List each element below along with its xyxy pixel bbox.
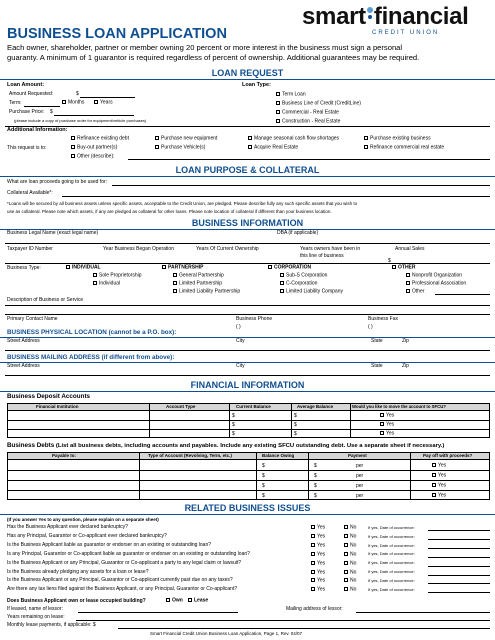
financial-heading: FINANCIAL INFORMATION [190,380,305,390]
dollar-sign: $ [232,422,235,428]
physical-state-label: State [371,338,383,344]
deposit-yes-2[interactable]: Yes [380,422,394,427]
checkbox-icon [188,598,192,602]
loan-type-term[interactable]: Term Loan [276,92,306,97]
checkbox-icon [380,431,384,435]
dollar-sign: $ [294,431,297,437]
type-professional-assoc[interactable]: Professional Association [406,281,466,286]
debt-yes-3[interactable]: Yes [432,483,446,488]
years-option[interactable]: Years [94,100,113,105]
monthly-lease-label: Monthly lease payments, if applicable: $ [7,622,96,628]
proceeds-field[interactable] [112,185,490,186]
collateral-footnote-1: *Loans will be secured by all business assets unless specific assets, acceptable to the Credit Union, are pledged. Please describe fully any such specific assets that you wish to [7,201,358,206]
dep-col-institution: Financial Institution [36,404,79,409]
amount-requested-field[interactable] [80,97,135,98]
checkbox-icon [432,463,436,467]
debt-col-payable: Payable to: [52,453,77,458]
checkbox-icon [71,136,75,140]
intro-line-2: guaranty. A minimum of 1 guarantor is required regardless of percent of ownership. Additional guarantees may be required. [7,53,420,62]
request-vehicles[interactable]: Purchase Vehicle(s) [155,145,205,150]
this-request-label: This request is to: [7,145,47,151]
dollar-sign: $ [388,258,391,264]
checkbox-icon [66,265,70,269]
loan-type-credit-line[interactable]: Business Line of Credit (CreditLine) [276,101,361,106]
checkbox-icon [380,422,384,426]
per-label: per [356,483,364,489]
mailing-city-label: City [236,363,245,369]
debt-col-payoff: Pay off with proceeds? [423,453,473,458]
checkbox-icon [248,145,252,149]
deposit-yes-1[interactable]: Yes [380,413,394,418]
issue-no-8[interactable]: No [344,587,356,592]
purchase-price-label: Purchase Price: [9,109,45,115]
months-option[interactable]: Months [62,100,84,105]
checkbox-icon [344,561,348,565]
business-info-heading: BUSINESS INFORMATION [191,218,304,228]
checkbox-icon [166,598,170,602]
issue-date-field-5[interactable] [428,566,490,567]
checkbox-icon [276,101,280,105]
purpose-heading: LOAN PURPOSE & COLLATERAL [175,165,320,175]
loan-amount-label: Loan Amount: [7,82,45,88]
issue-no-1[interactable]: No [344,525,356,530]
business-fax-label: Business Fax [368,316,399,322]
issue-no-3[interactable]: No [344,543,356,548]
issue-date-field-1[interactable] [428,530,490,531]
mailing-address-heading: BUSINESS MAILING ADDRESS (if different from above): [7,354,175,361]
issue-no-6[interactable]: No [344,570,356,575]
debt-yes-2[interactable]: Yes [432,473,446,478]
issue-no-5[interactable]: No [344,561,356,566]
business-type-label: Business Type: [7,265,41,271]
checkbox-icon [248,136,252,140]
checkbox-icon [280,273,284,277]
issue-question-3: Is the Business Applicant liable as guarantor or endorser on an existing or outstanding loan? [7,541,212,548]
type-llc[interactable]: Limited Liability Company [280,289,343,294]
physical-location-heading: BUSINESS PHYSICAL LOCATION (cannot be a P.O. box): [7,329,177,336]
per-label: per [356,473,364,479]
type-partnership[interactable]: PARTNERSHIP [162,265,203,270]
issue-no-7[interactable]: No [344,578,356,583]
checkbox-icon [280,289,284,293]
checkbox-icon [311,578,315,582]
dep-col-current-balance: Current Balance [236,404,271,409]
issue-yes-3[interactable]: Yes [311,543,325,548]
issue-no-2[interactable]: No [344,534,356,539]
type-c-corp[interactable]: C-Corporation [280,281,317,286]
checkbox-icon [173,273,177,277]
dollar-sign: $ [232,413,235,419]
checkbox-icon [406,289,410,293]
loan-type-label: Loan Type: [242,82,271,88]
type-llp[interactable]: Limited Liability Partnership [173,289,240,294]
dollar-sign: $ [50,109,53,115]
dollar-sign: $ [262,473,265,479]
debts-heading: Business Debts (List all business debts, including accounts and payables. Include any existing SFCU outstanding debt. Use a separate sheet if necessary.) [7,442,445,449]
checkbox-icon [432,483,436,487]
checkbox-icon [276,92,280,96]
type-other[interactable]: OTHER [392,265,416,270]
type-other-sub[interactable]: Other [406,289,425,294]
checkbox-icon [344,570,348,574]
loan-request-heading: LOAN REQUEST [211,68,284,78]
dollar-sign: $ [314,463,317,469]
issue-question-6: Is the Business already pledging any assets for a loan or lease? [7,568,149,575]
checkbox-icon [155,136,159,140]
dollar-sign: $ [262,483,265,489]
mailing-state-label: State [371,363,383,369]
years-in-business-label-2: this line of business [300,253,344,259]
issue-date-label-8: If yes, Date of occurrence: [368,587,415,592]
issue-question-1: Has the Business Applicant ever declared bankruptcy? [7,524,128,530]
annual-sales-label: Annual Sales [395,246,425,252]
checkbox-icon [406,273,410,277]
physical-city-label: City [236,338,245,344]
checkbox-icon [71,145,75,149]
issue-yes-4[interactable]: Yes [311,552,325,557]
checkbox-icon [406,281,410,285]
checkbox-icon [344,543,348,547]
issue-date-label-4: If yes, Date of occurrence: [368,551,415,557]
purchase-note: (please include a copy of purchase order for equipment/vehicle purchases) [14,118,147,123]
years-remaining-label: Years remaining on lease: [7,614,65,620]
checkbox-icon [344,552,348,556]
checkbox-icon [311,543,315,547]
issue-date-field-7[interactable] [428,583,490,584]
debt-col-payment: Payment [348,453,367,458]
issue-date-field-8[interactable] [428,592,490,593]
checkbox-icon [392,265,396,269]
issue-no-4[interactable]: No [344,552,356,557]
checkbox-icon [344,578,348,582]
dep-col-move: Would you like to move the account to SFCU? [352,404,446,409]
checkbox-icon [93,281,97,285]
issue-yes-6[interactable]: Yes [311,570,325,575]
proceeds-label: What are loan proceeds going to be used for: [7,179,108,185]
checkbox-icon [311,561,315,565]
debt-yes-4[interactable]: Yes [432,493,446,498]
years-owned-label: Years Of Current Ownership [196,246,259,252]
fax-area-code[interactable]: ( ) [368,324,373,330]
type-sole-proprietorship[interactable]: Sole Proprietorship [93,273,142,278]
issue-date-label-3: If yes, Date of occurrence: [368,542,415,548]
description-label: Description of Business or Service [7,297,84,303]
issue-question-7: Is the Business Applicant or any Principal, Guarantor or Co-applicant currently past due on any taxes? [7,577,233,584]
type-corporation[interactable]: CORPORATION [268,265,311,270]
deposit-yes-3[interactable]: Yes [380,431,394,436]
issue-date-field-3[interactable] [428,548,490,549]
mailing-street-label: Street Address [7,363,40,369]
issue-question-4: Is any Principal, Guarantor or Co-applicant liable as guarantor or endorser on an existing or outstanding loan? [7,550,250,557]
issue-date-label-6: If yes, Date of occurrence: [368,569,415,575]
occupied-question: Does Business Applicant own or lease occupied building? [7,598,146,604]
checkbox-icon [311,534,315,538]
request-real-estate[interactable]: Acquire Real Estate [248,145,298,150]
issue-yes-2[interactable]: Yes [311,534,325,539]
request-seasonal-cash[interactable]: Manage seasonal cash flow shortages [248,136,339,141]
checkbox-icon [155,145,159,149]
loan-type-construction[interactable]: Construction - Real Estate [276,119,340,124]
issue-date-field-6[interactable] [428,575,490,576]
checkbox-icon [311,552,315,556]
term-field[interactable] [24,106,60,107]
checkbox-icon [311,587,315,591]
request-other[interactable]: Other (describe): [71,154,115,159]
per-label: per [356,493,364,499]
issue-date-label-1: If yes, Date of occurrence: [368,524,415,530]
dollar-sign: $ [314,493,317,499]
intro-line-1: Each owner, shareholder, partner or member owning 20 percent or more interest in the business must sign a personal [7,43,403,52]
dollar-sign: $ [314,483,317,489]
business-phone-label: Business Phone [236,316,273,322]
checkbox-icon [432,493,436,497]
other-describe-field[interactable] [128,159,490,160]
lease-option[interactable]: Lease [188,598,208,603]
deposits-heading: Business Deposit Accounts [7,393,91,400]
checkbox-icon [71,154,75,158]
type-individual-sub[interactable]: Individual [93,281,120,286]
issue-question-8: Are there any tax liens filed against the Business Applicant, or any Principal, Guarantor or Co-applicant? [7,586,238,593]
checkbox-icon [162,265,166,269]
issue-date-label-5: If yes, Date of occurrence: [368,560,415,566]
lessor-name-field[interactable] [78,612,238,613]
checkbox-icon [276,119,280,123]
debt-yes-1[interactable]: Yes [432,463,446,468]
lessor-address-label: Mailing address of lessor: [286,606,343,612]
checkbox-icon [94,100,98,104]
lessor-name-label: If leased, name of lessor: [7,606,63,612]
type-individual[interactable]: INDIVIDUAL [66,265,101,270]
type-general-partnership[interactable]: General Partnership [173,273,224,278]
dollar-sign: $ [232,431,235,437]
type-sub-s[interactable]: Sub-S Corporation [280,273,327,278]
checkbox-icon [173,281,177,285]
additional-info-label: Additional Information: [7,127,68,133]
own-option[interactable]: Own [166,598,183,603]
years-in-business-label: Years owners have been in [300,246,361,252]
type-nonprofit[interactable]: Nonprofit Organization [406,273,462,278]
issue-yes-5[interactable]: Yes [311,561,325,566]
dollar-sign: $ [294,413,297,419]
term-label: Term: [9,100,22,106]
request-existing-business[interactable]: Purchase existing business [364,136,431,141]
mailing-zip-label: Zip [402,363,409,369]
per-label: per [356,463,364,469]
checkbox-icon [311,570,315,574]
checkbox-icon [311,525,315,529]
monthly-lease-field[interactable] [118,628,490,629]
collateral-label: Collateral Available*: [7,190,53,196]
amount-requested-label: Amount Requested: [9,91,54,97]
dollar-sign: $ [314,473,317,479]
dba-label: DBA (if applicable) [277,230,319,236]
issue-date-field-2[interactable] [428,539,490,540]
page-title: BUSINESS LOAN APPLICATION [7,26,227,42]
deposit-table [7,411,490,438]
dep-col-average-balance: Average Balance [297,404,334,409]
dep-col-account-type: Account Type [166,404,196,409]
request-buyout-partner[interactable]: Buy-out partner(s) [71,145,117,150]
request-refinance-debt[interactable]: Refinance existing debt [71,136,129,141]
lessor-address-field[interactable] [356,612,490,613]
other-type-field[interactable] [435,294,490,295]
type-limited-partnership[interactable]: Limited Partnership [173,281,222,286]
collateral-field[interactable] [62,196,490,197]
taxpayer-label: Taxpayer ID Number [7,246,53,252]
checkbox-icon [276,110,280,114]
checkbox-icon [280,281,284,285]
checkbox-icon [344,587,348,591]
loan-type-commercial[interactable]: Commercial - Real Estate [276,110,339,115]
primary-contact-label: Primary Contact Name [7,316,58,322]
checkbox-icon [344,525,348,529]
checkbox-icon [268,265,272,269]
checkbox-icon [364,145,368,149]
checkbox-icon [173,289,177,293]
dollar-sign: $ [262,463,265,469]
request-new-equipment[interactable]: Purchase new equipment [155,136,217,141]
request-refinance-commercial[interactable]: Refinance commercial real estate [364,145,444,150]
year-began-label: Year Business Began Operation [103,246,174,252]
dollar-sign: $ [76,91,79,97]
purchase-price-field[interactable] [54,115,134,116]
logo-subtitle: CREDIT UNION [372,30,440,36]
dollar-sign: $ [262,493,265,499]
checkbox-icon [380,413,384,417]
issue-date-label-7: If yes, Date of occurrence: [368,578,415,584]
issues-instruction: (If you answer Yes to any question, please explain on a separate sheet) [7,517,159,522]
issue-question-2: Has any Principal, Guarantor or Co-applicant ever declared bankruptcy? [7,532,167,539]
issue-yes-7[interactable]: Yes [311,578,325,583]
phone-area-code[interactable]: ( ) [236,324,241,330]
footer: Smart Financial Credit Union Business Loan Application, Page 1, Rev. 04/07 [150,631,303,636]
collateral-footnote-2: use as collateral. Please note which assets, if any are pledged as collateral for other loans. Please note location of collateral if different than your business location. [7,209,332,214]
checkbox-icon [93,273,97,277]
checkbox-icon [344,534,348,538]
issue-yes-1[interactable]: Yes [311,525,325,530]
logo: smart financial [302,3,469,30]
checkbox-icon [364,136,368,140]
issue-question-5: Is the Business Applicant or any Principal, Guarantor or Co-applicant a party to any legal claim or lawsuit? [7,559,242,566]
checkbox-icon [432,473,436,477]
dollar-sign: $ [294,422,297,428]
physical-street-label: Street Address [7,338,40,344]
years-remaining-field[interactable] [76,620,490,621]
physical-zip-label: Zip [402,338,409,344]
checkbox-icon [62,100,66,104]
issue-date-field-4[interactable] [428,557,490,558]
debt-col-balance: Balance Owing [262,453,295,458]
debt-col-account-type: Type of Account (Revolving, Term, etc.) [148,453,232,458]
issue-yes-8[interactable]: Yes [311,587,325,592]
legal-name-label: Business Legal Name (exact legal name) [7,230,99,236]
issue-date-label-2: If yes, Date of occurrence: [368,533,415,539]
issues-heading: RELATED BUSINESS ISSUES [184,503,311,513]
